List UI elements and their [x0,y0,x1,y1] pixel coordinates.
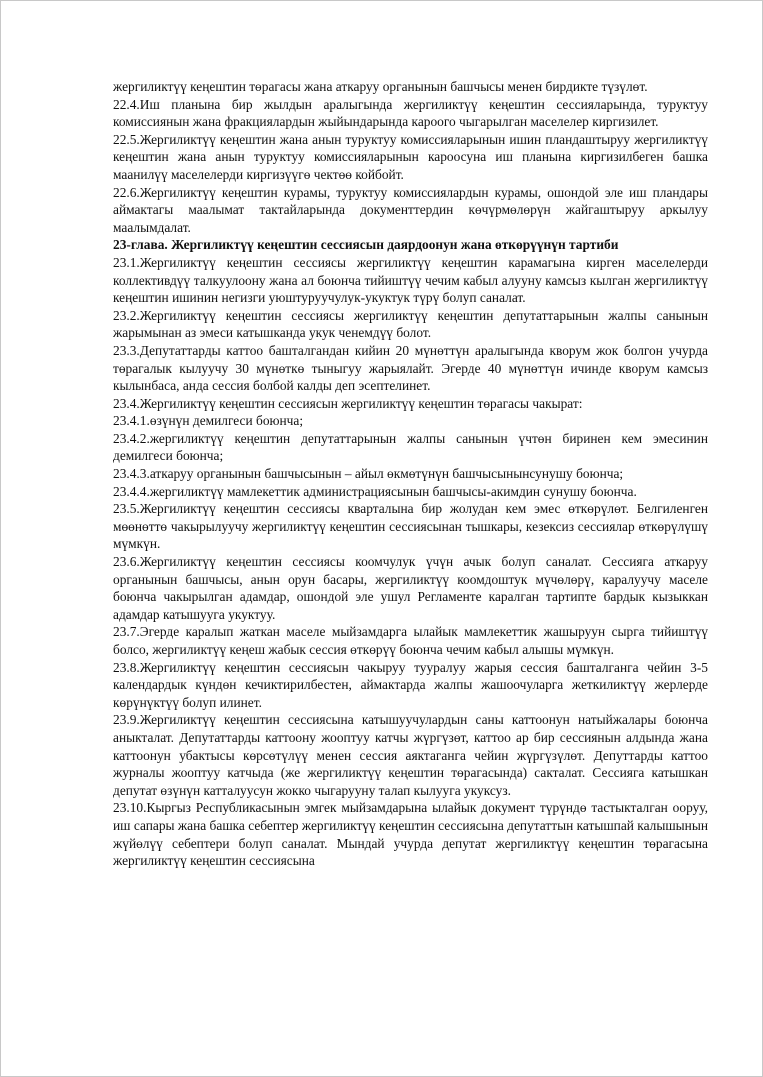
paragraph-23-7: 23.7.Эгерде каралып жаткан маселе мыйзамдарга ылайык мамлекеттик жашыруун сырга тийиштүү болсо, жергиликтүү кеңеш жабык сессия өткөрүү боюнча чечим кабыл алышы мүмкүн. [113,624,708,657]
paragraph-23-4: 23.4.Жергиликтүү кеңештин сессиясын жергиликтүү кеңештин төрагасы чакырат: [113,395,583,411]
paragraph-23-9: 23.9.Жергиликтүү кеңештин сессиясына катышуучулардын саны каттоонун натыйжалары боюнча аныкталат. Депутаттарды каттоону жооптуу катчы жүргүзөт, каттоо ар бир сессиянын алдында жана каттоонун убактысы көрсөтүлүү менен сессия аяктаганга чейин жүргүзүлөт. Депуттарды каттоо журналы жооптуу катчыда (же жергиликтүү кеңештин төрагасында) сакталат. Сессияга катышкан депутат өзүнүн катталуусун жокко чыгарууну талап кылууга укуксуз. [113,712,708,798]
document-body [113,78,708,870]
paragraph-23-10: 23.10.Кыргыз Республикасынын эмгек мыйзамдарына ылайык документ түрүндө тастыкталган ооруу, иш сапары жана башка себептер жергиликтүү кеңештин сессиясына депутаттын катышпай калышынын жүйөлүү себептери болуп саналат. Мындай учурда депутат жергиликтүү кеңештин төрагасына жергиликтүү кеңештин сессиясына [113,800,708,869]
paragraph-22-4: 22.4.Иш планына бир жылдын аралыгында жергиликтүү кеңештин сессияларында, туруктуу комиссиянын жана фракциялардын жыйындарында кароого чыгарылган маселелер киргизилет. [113,96,708,130]
paragraph-23-2: 23.2.Жергиликтүү кеңештин сессиясы жергиликтүү кеңештин депутаттарынын жалпы санынын жарымынан аз эмеси катышканда укук ченемдүү болот. [113,307,708,341]
paragraph-23-6: 23.6.Жергиликтүү кеңештин сессиясы коомчулук үчүн ачык болуп саналат. Сессияга аткаруу органынын башчысы, анын орун басары, жергиликтүү коомдоштук мүчөлөрү, каралуучу маселе боюнча чакырылган адамдар, ошондой эле ушул Регламенте каралган тартипте бардык кызыккан адамдар катышууга укуктуу. [113,554,708,622]
paragraph-22-5: 22.5.Жергиликтүү кеңештин жана анын туруктуу комиссияларынын ишин пландаштыруу жергиликтүү кеңештин жана анын туруктуу комиссияларынын кароосуна иш планына киргизилбеген башка маанилүү маселелерди киргизүүгө чектөө койбойт. [113,131,708,182]
paragraph-22-3-continuation: жергиликтүү кеңештин төрагасы жана аткаруу органынын башчысы менен бирдикте түзүлөт. [113,79,648,94]
paragraph-23-8: 23.8.Жергиликтүү кеңештин сессиясын чакыруу тууралуу жарыя сессия башталганга чейин 3-5 календардык күндөн кечиктирилбестен, аймактарда жалпы жашоочуларга жеткиликтүү жерлерде көрүнүктүү болуп илинет. [113,659,708,710]
paragraph-23-4-3: 23.4.3.аткаруу органынын башчысынын – айыл өкмөтүнүн башчысынынсунушу боюнча; [113,466,624,482]
paragraph-23-3: 23.3.Депутаттарды каттоо башталгандан кийин 20 мүнөттүн аралыгында кворум жок болгон учурда төрагалык кылуучу 30 мүнөткө тыныгуу жарыялайт. Эгерде 40 мүнөттүн ичинде кворум камсыз кылынбаса, анда сессия болбой калды деп эсептелинет. [113,342,708,394]
paragraph-22-6: 22.6.Жергиликтүү кеңештин курамы, туруктуу комиссиялардын курамы, ошондой эле иш пландары аймактагы маалымат тактайларында документтердин көчүрмөлөрүн жайгаштыруу аркылуу маалымдалат. [113,184,708,235]
paragraph-23-5: 23.5.Жергиликтүү кеңештин сессиясы кварталына бир жолудан кем эмес өткөрүлөт. Белгиленген мөөнөттө чакырылуучу жергиликтүү кеңештин сессиясынан тышкары, кезексиз сессиялар өткөрүлүшү мүмкүн. [113,501,708,552]
paragraph-23-4-1: 23.4.1.өзүнүн демилгеси боюнча; [113,413,304,429]
chapter-23-heading: 23-глава. Жергиликтүү кеңештин сессиясын даярдоонун жана өткөрүүнүн тартиби [113,237,619,253]
paragraph-23-4-4: 23.4.4.жергиликтүү мамлекеттик администрациясынын башчысы-акимдин сунушу боюнча. [113,483,637,499]
paragraph-23-1: 23.1.Жергиликтүү кеңештин сессиясы жергиликтүү кеңештин карамагына кирген маселелерди коллективдүү талкуулоону жана ал боюнча тийиштүү чечим кабыл алууну камсыз кылган жергиликтүү кеңештин ишинин негизги уюштуруучулук-укуктук түрү болуп саналат. [113,254,708,306]
paragraph-23-4-2: 23.4.2.жергиликтүү кеңештин депутаттарынын жалпы санынын үчтөн биринен кем эмесинин демилгеси боюнча; [113,430,708,464]
